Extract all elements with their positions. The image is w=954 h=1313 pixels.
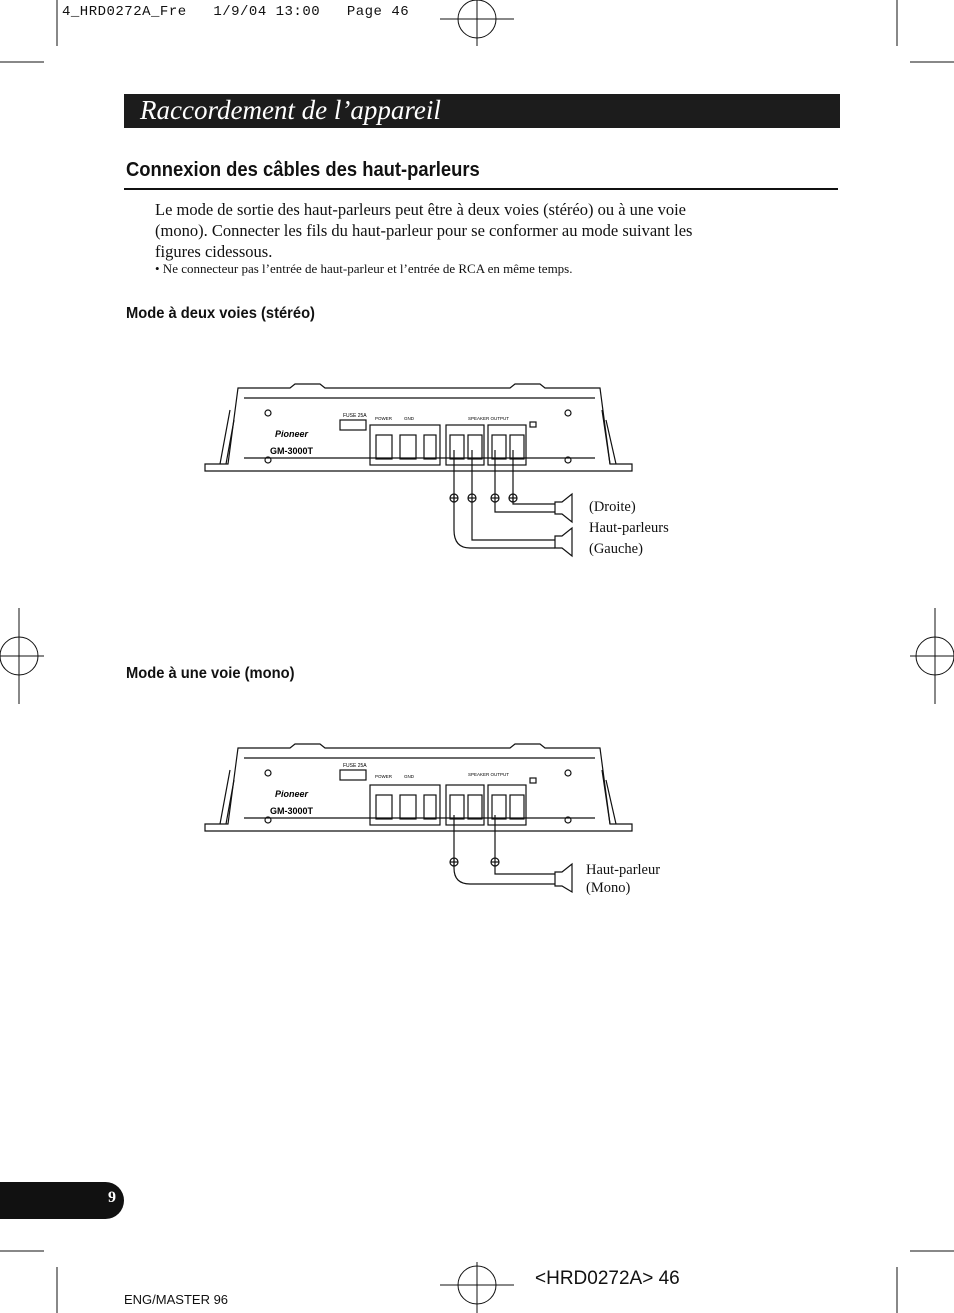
label-left: (Gauche) bbox=[589, 541, 643, 557]
section-rule bbox=[124, 188, 838, 190]
label-right: (Droite) bbox=[589, 499, 636, 515]
label-mono: (Mono) bbox=[586, 880, 631, 896]
speaker-mono-icon bbox=[555, 864, 572, 892]
amp-fuse-text: FUSE 25A bbox=[343, 763, 367, 769]
label-speaker-mono: Haut-parleur bbox=[586, 862, 661, 878]
fuse-holder bbox=[340, 420, 366, 430]
mono-heading: Mode à une voie (mono) bbox=[126, 665, 295, 682]
amp-gnd-text: GND bbox=[404, 416, 414, 421]
fuse-holder bbox=[340, 770, 366, 780]
amp-gnd-text: GND bbox=[404, 774, 414, 779]
intro-paragraph: Le mode de sortie des haut-parleurs peut être à deux voies (stéréo) ou à une voie (mono). Connecter les fils du haut-parleur pour se conformer au mode suivant les figures cidessous. bbox=[155, 200, 693, 261]
footer-code: <HRD0272A> 46 bbox=[535, 1268, 680, 1289]
amp-model-text: GM-3000T bbox=[270, 446, 314, 456]
page-number: 9 bbox=[108, 1189, 116, 1206]
stereo-heading: Mode à deux voies (stéréo) bbox=[126, 305, 315, 322]
amp-speaker-output-text: SPEAKER OUTPUT bbox=[468, 416, 510, 421]
speaker-right-icon bbox=[555, 494, 572, 522]
chapter-banner bbox=[124, 94, 840, 128]
print-slug: 4_HRD0272A_Fre 1/9/04 13:00 Page 46 bbox=[62, 4, 410, 20]
amp-power-text: POWER bbox=[375, 416, 393, 421]
amp-brand-text: Pioneer bbox=[275, 429, 309, 439]
amp-brand-text: Pioneer bbox=[275, 789, 309, 799]
wire-mono-minus bbox=[495, 815, 555, 874]
page-number-tab bbox=[0, 1182, 124, 1219]
footer-master: ENG/MASTER 96 bbox=[124, 1292, 229, 1307]
amp-power-text: POWER bbox=[375, 774, 393, 779]
amp-speaker-output-text: SPEAKER OUTPUT bbox=[468, 772, 510, 777]
section-title: Connexion des câbles des haut-parleurs bbox=[126, 159, 480, 181]
label-speakers: Haut-parleurs bbox=[589, 520, 669, 536]
note-bullet: • Ne connecteur pas l’entrée de haut-parleur et l’entrée de RCA en même temps. bbox=[155, 261, 573, 276]
amp-fuse-text: FUSE 25A bbox=[343, 413, 367, 419]
amp-model-text: GM-3000T bbox=[270, 806, 314, 816]
speaker-left-icon bbox=[555, 528, 572, 556]
chapter-title: Raccordement de l’appareil bbox=[140, 95, 441, 125]
